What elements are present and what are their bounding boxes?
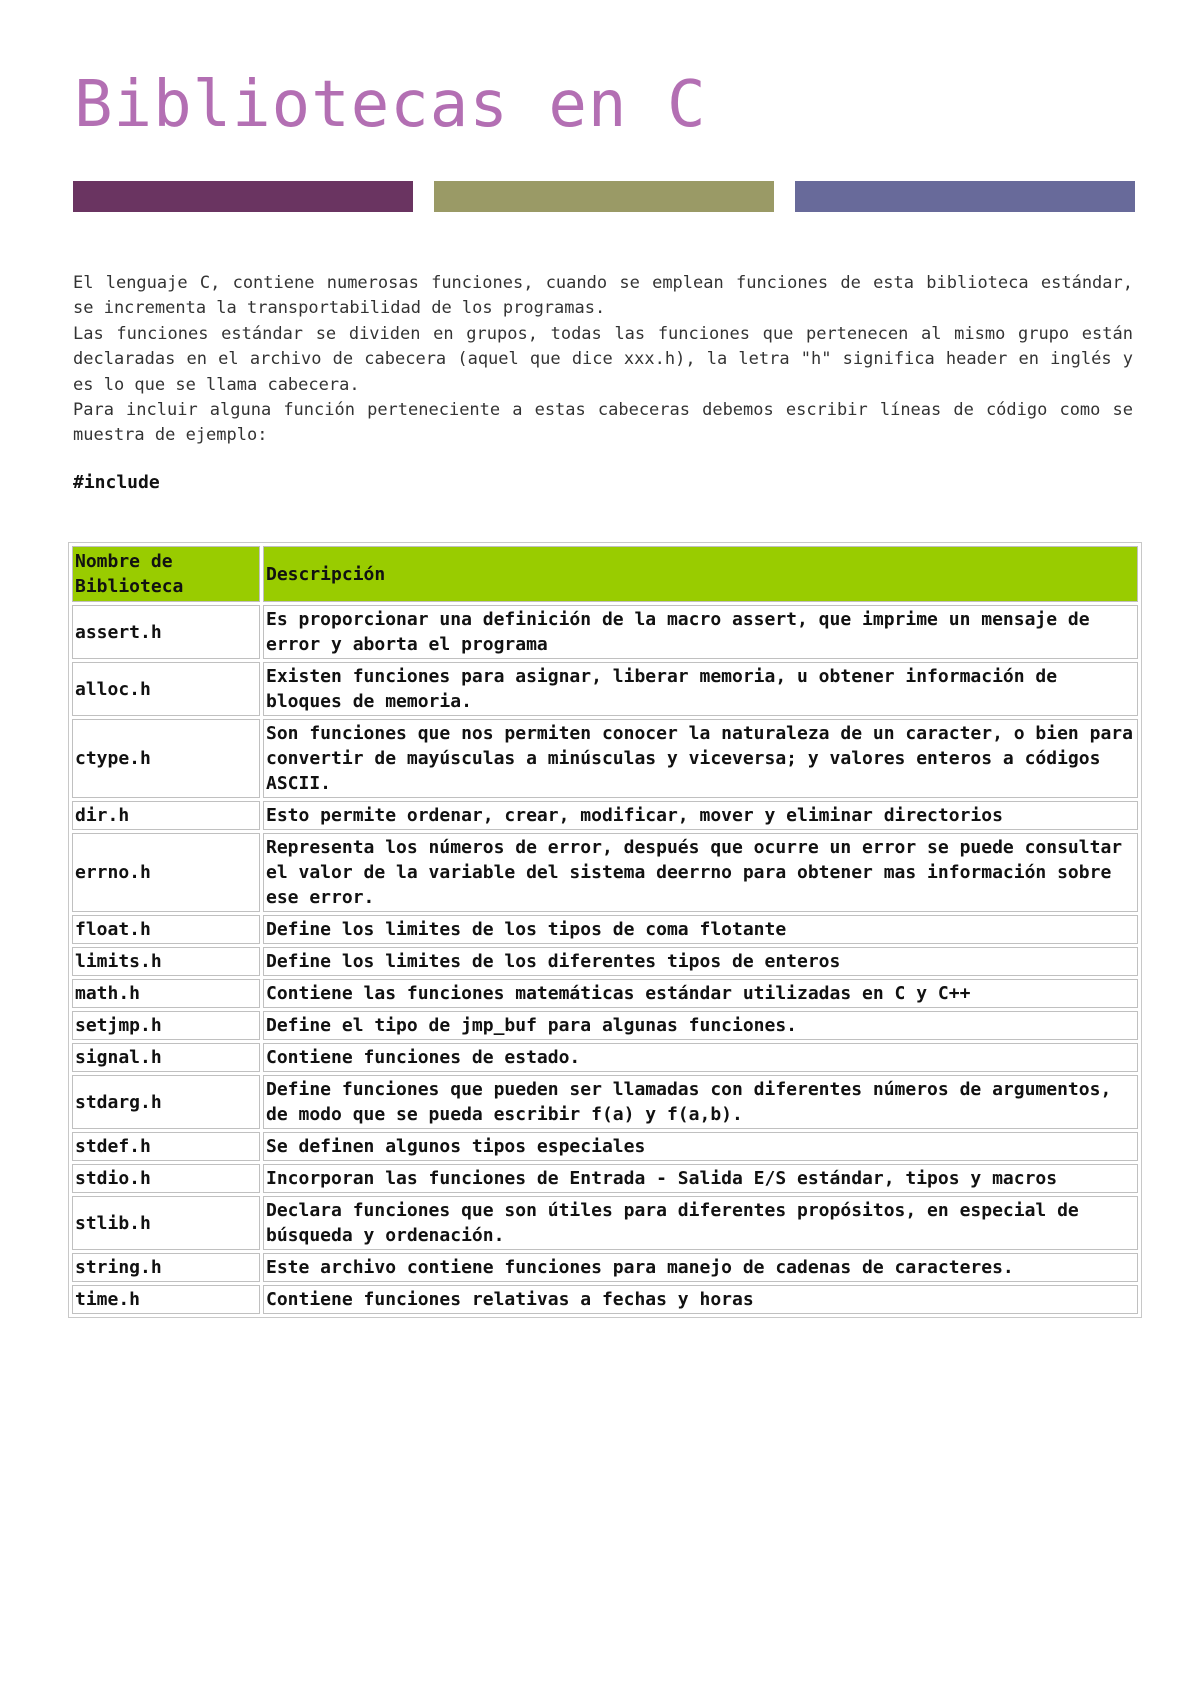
table-row xyxy=(72,801,1138,830)
header-library-name: Nombre de Biblioteca xyxy=(72,546,260,602)
color-bar-olive xyxy=(434,181,774,212)
library-name-cell: signal.h xyxy=(72,1043,260,1072)
page-title: Bibliotecas en C xyxy=(74,68,707,142)
libraries-table xyxy=(68,542,1142,1318)
library-name-cell: dir.h xyxy=(72,801,260,830)
table-row xyxy=(72,833,1138,912)
library-name-cell: ctype.h xyxy=(72,719,260,798)
library-description-cell: Este archivo contiene funciones para manejo de cadenas de caracteres. xyxy=(263,1253,1138,1282)
library-description-cell: Define los limites de los diferentes tipos de enteros xyxy=(263,947,1138,976)
library-name-cell: setjmp.h xyxy=(72,1011,260,1040)
include-example: #include xyxy=(73,472,160,493)
library-name-cell: assert.h xyxy=(72,605,260,659)
table-row xyxy=(72,662,1138,716)
intro-paragraph-3: Para incluir alguna función perteneciente a estas cabeceras debemos escribir líneas de código como se muestra de ejemplo: xyxy=(73,400,1133,446)
table-row xyxy=(72,1075,1138,1129)
intro-text xyxy=(73,271,1133,449)
library-description-cell: Representa los números de error, después que ocurre un error se puede consultar el valor de la variable del sistema deerrno para obtener mas información sobre ese error. xyxy=(263,833,1138,912)
library-description-cell: Contiene funciones de estado. xyxy=(263,1043,1138,1072)
library-name-cell: stlib.h xyxy=(72,1196,260,1250)
table-row xyxy=(72,1043,1138,1072)
library-name-cell: errno.h xyxy=(72,833,260,912)
library-name-cell: stdarg.h xyxy=(72,1075,260,1129)
table-header-row xyxy=(72,546,1138,602)
library-name-cell: math.h xyxy=(72,979,260,1008)
table-row xyxy=(72,1285,1138,1314)
table-row xyxy=(72,979,1138,1008)
library-description-cell: Esto permite ordenar, crear, modificar, mover y eliminar directorios xyxy=(263,801,1138,830)
library-description-cell: Existen funciones para asignar, liberar memoria, u obtener información de bloques de memoria. xyxy=(263,662,1138,716)
library-description-cell: Es proporcionar una definición de la macro assert, que imprime un mensaje de error y aborta el programa xyxy=(263,605,1138,659)
color-bar-purple xyxy=(73,181,413,212)
table-row xyxy=(72,605,1138,659)
intro-paragraph-2: Las funciones estándar se dividen en grupos, todas las funciones que pertenecen al mismo grupo están declaradas en el archivo de cabecera (aquel que dice xxx.h), la letra "h" significa header en inglés y es lo que se llama cabecera. xyxy=(73,323,1133,395)
library-description-cell: Incorporan las funciones de Entrada - Salida E/S estándar, tipos y macros xyxy=(263,1164,1138,1193)
library-name-cell: string.h xyxy=(72,1253,260,1282)
intro-paragraph-1: El lenguaje C, contiene numerosas funciones, cuando se emplean funciones de esta biblioteca estándar, se incrementa la transportabilidad de los programas. xyxy=(73,273,1133,319)
library-name-cell: float.h xyxy=(72,915,260,944)
table-row xyxy=(72,947,1138,976)
library-name-cell: alloc.h xyxy=(72,662,260,716)
table-row xyxy=(72,915,1138,944)
table-body xyxy=(72,605,1138,1314)
header-description: Descripción xyxy=(263,546,1138,602)
table-row xyxy=(72,1132,1138,1161)
library-description-cell: Son funciones que nos permiten conocer la naturaleza de un caracter, o bien para convertir de mayúsculas a minúsculas y viceversa; y valores enteros a códigos ASCII. xyxy=(263,719,1138,798)
library-name-cell: time.h xyxy=(72,1285,260,1314)
library-description-cell: Contiene funciones relativas a fechas y horas xyxy=(263,1285,1138,1314)
decorative-color-bars xyxy=(73,181,1135,212)
table-row xyxy=(72,1196,1138,1250)
table-row xyxy=(72,1164,1138,1193)
library-description-cell: Define el tipo de jmp_buf para algunas funciones. xyxy=(263,1011,1138,1040)
table-row xyxy=(72,1253,1138,1282)
library-name-cell: stdio.h xyxy=(72,1164,260,1193)
library-name-cell: limits.h xyxy=(72,947,260,976)
library-description-cell: Declara funciones que son útiles para diferentes propósitos, en especial de búsqueda y ordenación. xyxy=(263,1196,1138,1250)
library-name-cell: stdef.h xyxy=(72,1132,260,1161)
table-row xyxy=(72,1011,1138,1040)
library-description-cell: Define los limites de los tipos de coma flotante xyxy=(263,915,1138,944)
library-description-cell: Define funciones que pueden ser llamadas con diferentes números de argumentos, de modo que se pueda escribir f(a) y f(a,b). xyxy=(263,1075,1138,1129)
table-row xyxy=(72,719,1138,798)
library-description-cell: Se definen algunos tipos especiales xyxy=(263,1132,1138,1161)
library-description-cell: Contiene las funciones matemáticas estándar utilizadas en C y C++ xyxy=(263,979,1138,1008)
color-bar-slate xyxy=(795,181,1135,212)
